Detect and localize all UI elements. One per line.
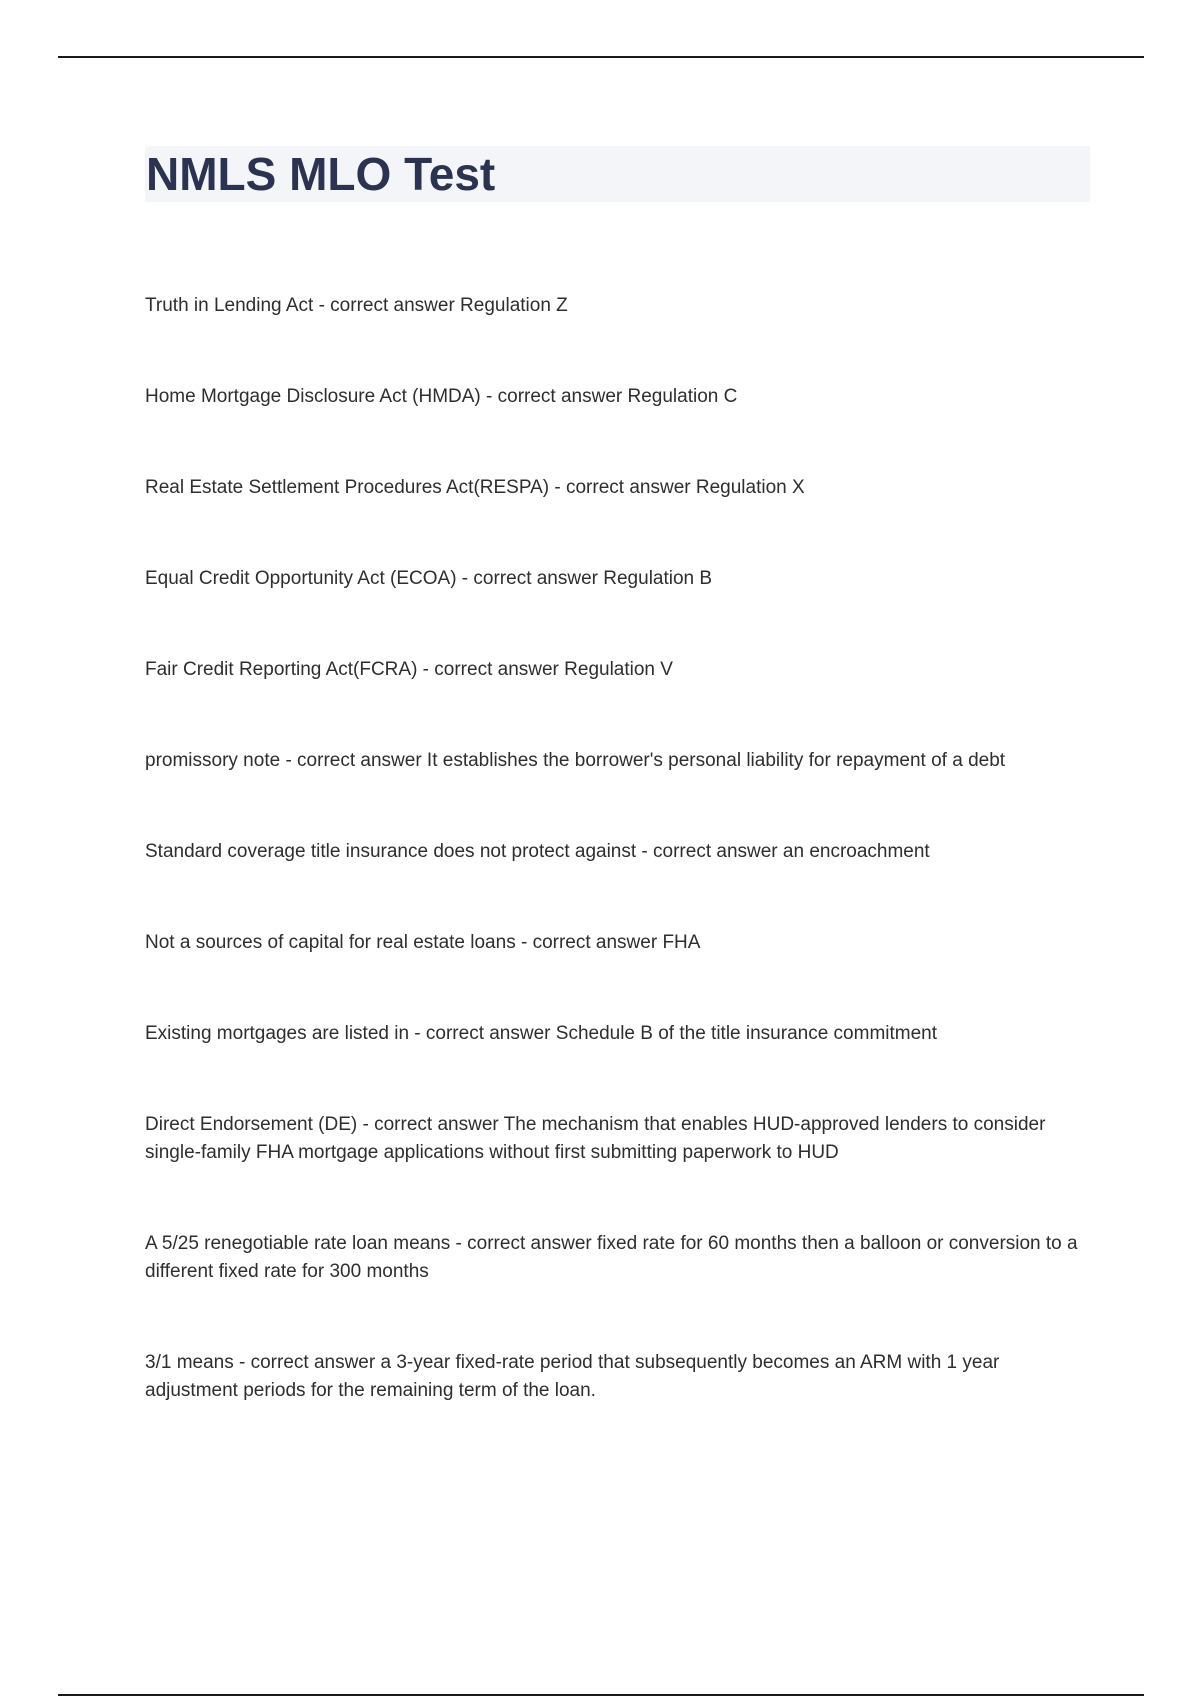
qa-item: Standard coverage title insurance does not protect against - correct answer an encroachment	[145, 841, 930, 862]
qa-item: Fair Credit Reporting Act(FCRA) - correct answer Regulation V	[145, 659, 673, 680]
qa-list	[145, 292, 1090, 1468]
qa-item: Not a sources of capital for real estate loans - correct answer FHA	[145, 932, 701, 953]
qa-item: Real Estate Settlement Procedures Act(RESPA) - correct answer Regulation X	[145, 477, 805, 498]
qa-item: A 5/25 renegotiable rate loan means - correct answer fixed rate for 60 months then a balloon or conversion to a different fixed rate for 300 months	[145, 1233, 1078, 1282]
bottom-rule	[58, 1694, 1144, 1696]
qa-item: Equal Credit Opportunity Act (ECOA) - correct answer Regulation B	[145, 568, 713, 589]
qa-item: Truth in Lending Act - correct answer Regulation Z	[145, 295, 568, 316]
qa-item: 3/1 means - correct answer a 3-year fixed-rate period that subsequently becomes an ARM with 1 year adjustment periods for the remaining term of the loan.	[145, 1352, 1000, 1401]
qa-item: Existing mortgages are listed in - correct answer Schedule B of the title insurance commitment	[145, 1023, 938, 1044]
page-title: NMLS MLO Test	[146, 148, 496, 200]
top-rule	[58, 56, 1144, 58]
qa-item: Direct Endorsement (DE) - correct answer The mechanism that enables HUD-approved lenders to consider single-family FHA mortgage applications without first submitting paperwork to HUD	[145, 1114, 1046, 1163]
qa-item: promissory note - correct answer It establishes the borrower's personal liability for repayment of a debt	[145, 750, 1006, 771]
qa-item: Home Mortgage Disclosure Act (HMDA) - correct answer Regulation C	[145, 386, 738, 407]
